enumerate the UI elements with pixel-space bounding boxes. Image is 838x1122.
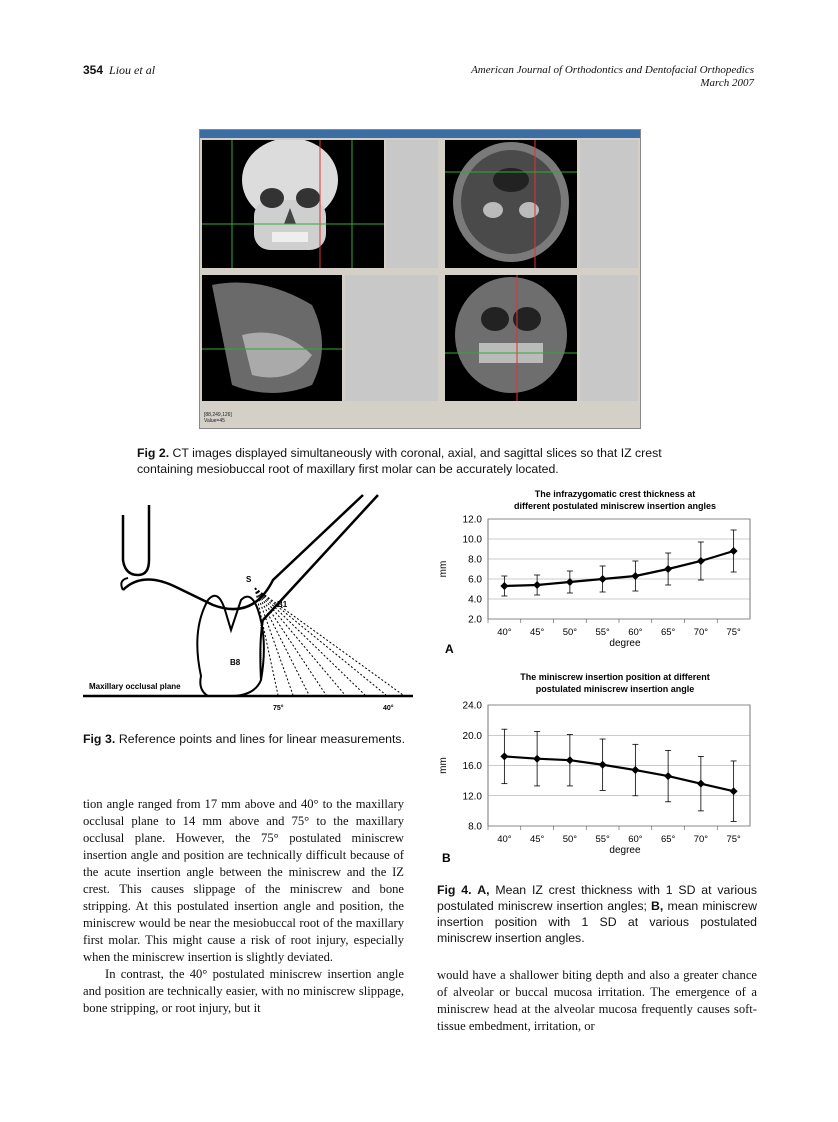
- ct-coronal-view: [445, 275, 577, 401]
- y-tick-label: 12.0: [462, 791, 482, 803]
- running-header-left: [83, 63, 155, 78]
- y-tick-label: 8.0: [468, 821, 482, 833]
- data-point: [631, 766, 639, 774]
- x-tick-label: 45°: [529, 834, 545, 845]
- ct-status-coords: [88,249,126]: [204, 412, 232, 418]
- point-b8-label: B8: [230, 658, 241, 667]
- point-b1-label: B1: [277, 600, 288, 609]
- chart-b: [438, 701, 750, 857]
- x-tick-label: 65°: [660, 834, 676, 845]
- data-point: [599, 761, 607, 769]
- left-paragraph-1: tion angle ranged from 17 mm above and 40° to the maxillary occlusal plane to 14 mm above and 75° to the maxillary occlusal plane. However, the 75° postulated miniscrew insertion angle and position are technically difficult because of the acute insertion angle between the miniscrew and the IZ crest. This causes slippage of the miniscrew and bone stripping. At this postulated insertion angle and position, the miniscrew would be near the mesiobuccal root of the maxillary first molar. This might cause a risk of root injury, especially when the miniscrew insertion is slightly deviated.: [83, 797, 404, 964]
- x-tick-label: 70°: [693, 627, 709, 638]
- x-tick-label: 60°: [628, 627, 643, 638]
- occlusal-plane-label: Maxillary occlusal plane: [89, 682, 181, 691]
- data-point: [697, 557, 705, 565]
- y-tick-label: 16.0: [462, 761, 482, 772]
- fig2-ct-screenshot: [199, 129, 641, 429]
- chartB-title-line1: The miniscrew insertion position at different: [520, 672, 710, 682]
- ct-empty-pane-1: [386, 140, 438, 268]
- right-paragraph-1: would have a shallower biting depth and also a greater chance of alveolar or buccal mucosa irritation. The emergence of a miniscrew head at the alveolar mucosa frequently causes soft-tissue embedment, irritation, or: [437, 968, 757, 1033]
- y-tick-label: 12.0: [462, 514, 482, 526]
- fig4-a-label: A,: [477, 883, 490, 897]
- ct-axial-view: [445, 140, 577, 268]
- ct-empty-pane-4: [580, 275, 638, 401]
- fig3-caption-text: Reference points and lines for linear measurements.: [118, 732, 405, 746]
- chartA-title-line2: different postulated miniscrew insertion angles: [513, 501, 717, 511]
- fig4-label: Fig 4.: [437, 883, 472, 897]
- ct-window-titlebar: [200, 130, 640, 138]
- running-header-right: [471, 64, 754, 90]
- fig3-label: Fig 3.: [83, 732, 116, 746]
- plot-frame: [488, 519, 750, 619]
- y-tick-label: 4.0: [468, 594, 482, 606]
- chartB-title-line2: postulated miniscrew insertion angle: [535, 684, 695, 694]
- x-tick-label: 40°: [497, 627, 512, 638]
- x-tick-label: 75°: [726, 834, 741, 845]
- angle-40-label: 40°: [383, 705, 394, 712]
- ct-sagittal-view: [202, 275, 342, 401]
- left-paragraph-2: In contrast, the 40° postulated miniscrew insertion angle and position are technically easier, with no miniscrew slippage, bone stripping, or root injury, but it: [83, 967, 404, 1015]
- y-axis-label: mm: [438, 560, 449, 578]
- data-point: [500, 582, 508, 590]
- axial-slice-image: [445, 140, 577, 268]
- angle-75-label: 75°: [273, 705, 284, 712]
- ct-3d-skull-view: [202, 140, 384, 268]
- ct-empty-pane-2: [580, 140, 638, 268]
- zygoma-left-outline: [123, 505, 149, 575]
- data-point: [500, 752, 508, 760]
- fig3-caption: [83, 731, 405, 747]
- skull-3d-image: [202, 140, 384, 268]
- x-tick-label: 45°: [529, 627, 545, 638]
- chartA-title-line1: The infrazygomatic crest thickness at: [534, 489, 696, 499]
- data-point: [697, 780, 705, 788]
- y-tick-label: 6.0: [468, 574, 482, 586]
- y-axis-label: mm: [438, 757, 449, 774]
- x-tick-label: 55°: [595, 834, 610, 845]
- chartA-panel-label: A: [445, 642, 454, 656]
- body-column-right: [437, 967, 757, 1035]
- y-tick-label: 2.0: [468, 614, 482, 626]
- x-tick-label: 40°: [497, 834, 512, 845]
- x-axis-label: degree: [609, 845, 641, 856]
- fig3-diagram: [83, 490, 413, 720]
- chart-a: [438, 515, 750, 650]
- ct-empty-pane-3: [345, 275, 438, 401]
- body-column-left: [83, 796, 404, 1017]
- series-line: [504, 551, 733, 586]
- x-tick-label: 60°: [628, 834, 643, 845]
- fig2-label: Fig 2.: [137, 446, 170, 460]
- molar-outline: [197, 596, 264, 696]
- x-axis-label: degree: [609, 638, 641, 649]
- fig4-charts: [430, 486, 760, 882]
- fig2-caption-text: CT images displayed simultaneously with coronal, axial, and sagittal slices so that IZ crest containing mesiobuccal root of maxillary first molar can be accurately located.: [137, 446, 662, 476]
- ct-status-value: Value=45: [204, 418, 225, 424]
- x-tick-label: 50°: [562, 627, 578, 638]
- fig4-a-text: Mean IZ crest thickness with 1 SD at various postulated miniscrew insertion angles;: [437, 883, 757, 913]
- coronal-slice-image: [445, 275, 577, 401]
- y-tick-label: 20.0: [462, 730, 482, 742]
- data-point: [664, 772, 672, 780]
- page-number: 354: [83, 63, 104, 77]
- data-point: [599, 575, 607, 583]
- y-tick-label: 8.0: [468, 554, 482, 566]
- issue-date: March 2007: [700, 77, 754, 89]
- x-tick-label: 75°: [726, 627, 741, 638]
- x-tick-label: 65°: [660, 627, 676, 638]
- fig4-b-label: B,: [651, 899, 664, 913]
- chartB-panel-label: B: [442, 851, 451, 865]
- data-point: [730, 547, 738, 555]
- data-point: [566, 756, 574, 764]
- sagittal-slice-image: [202, 275, 342, 401]
- data-point: [533, 581, 541, 589]
- running-authors: Liou et al: [109, 63, 156, 77]
- fig4-b-text: mean miniscrew insertion position with 1 SD at various postulated miniscrew insertion angles.: [437, 899, 757, 945]
- y-tick-label: 10.0: [462, 534, 482, 546]
- data-point: [664, 565, 672, 573]
- data-point: [533, 755, 541, 763]
- y-tick-label: 24.0: [462, 700, 482, 712]
- fig2-caption: [137, 445, 717, 477]
- fig4-caption: [437, 882, 757, 946]
- data-point: [730, 787, 738, 795]
- x-tick-label: 70°: [693, 834, 709, 845]
- point-s-label: S: [246, 575, 252, 584]
- journal-name: American Journal of Orthodontics and Dentofacial Orthopedics: [471, 64, 754, 76]
- x-tick-label: 50°: [562, 834, 578, 845]
- x-tick-label: 55°: [595, 627, 610, 638]
